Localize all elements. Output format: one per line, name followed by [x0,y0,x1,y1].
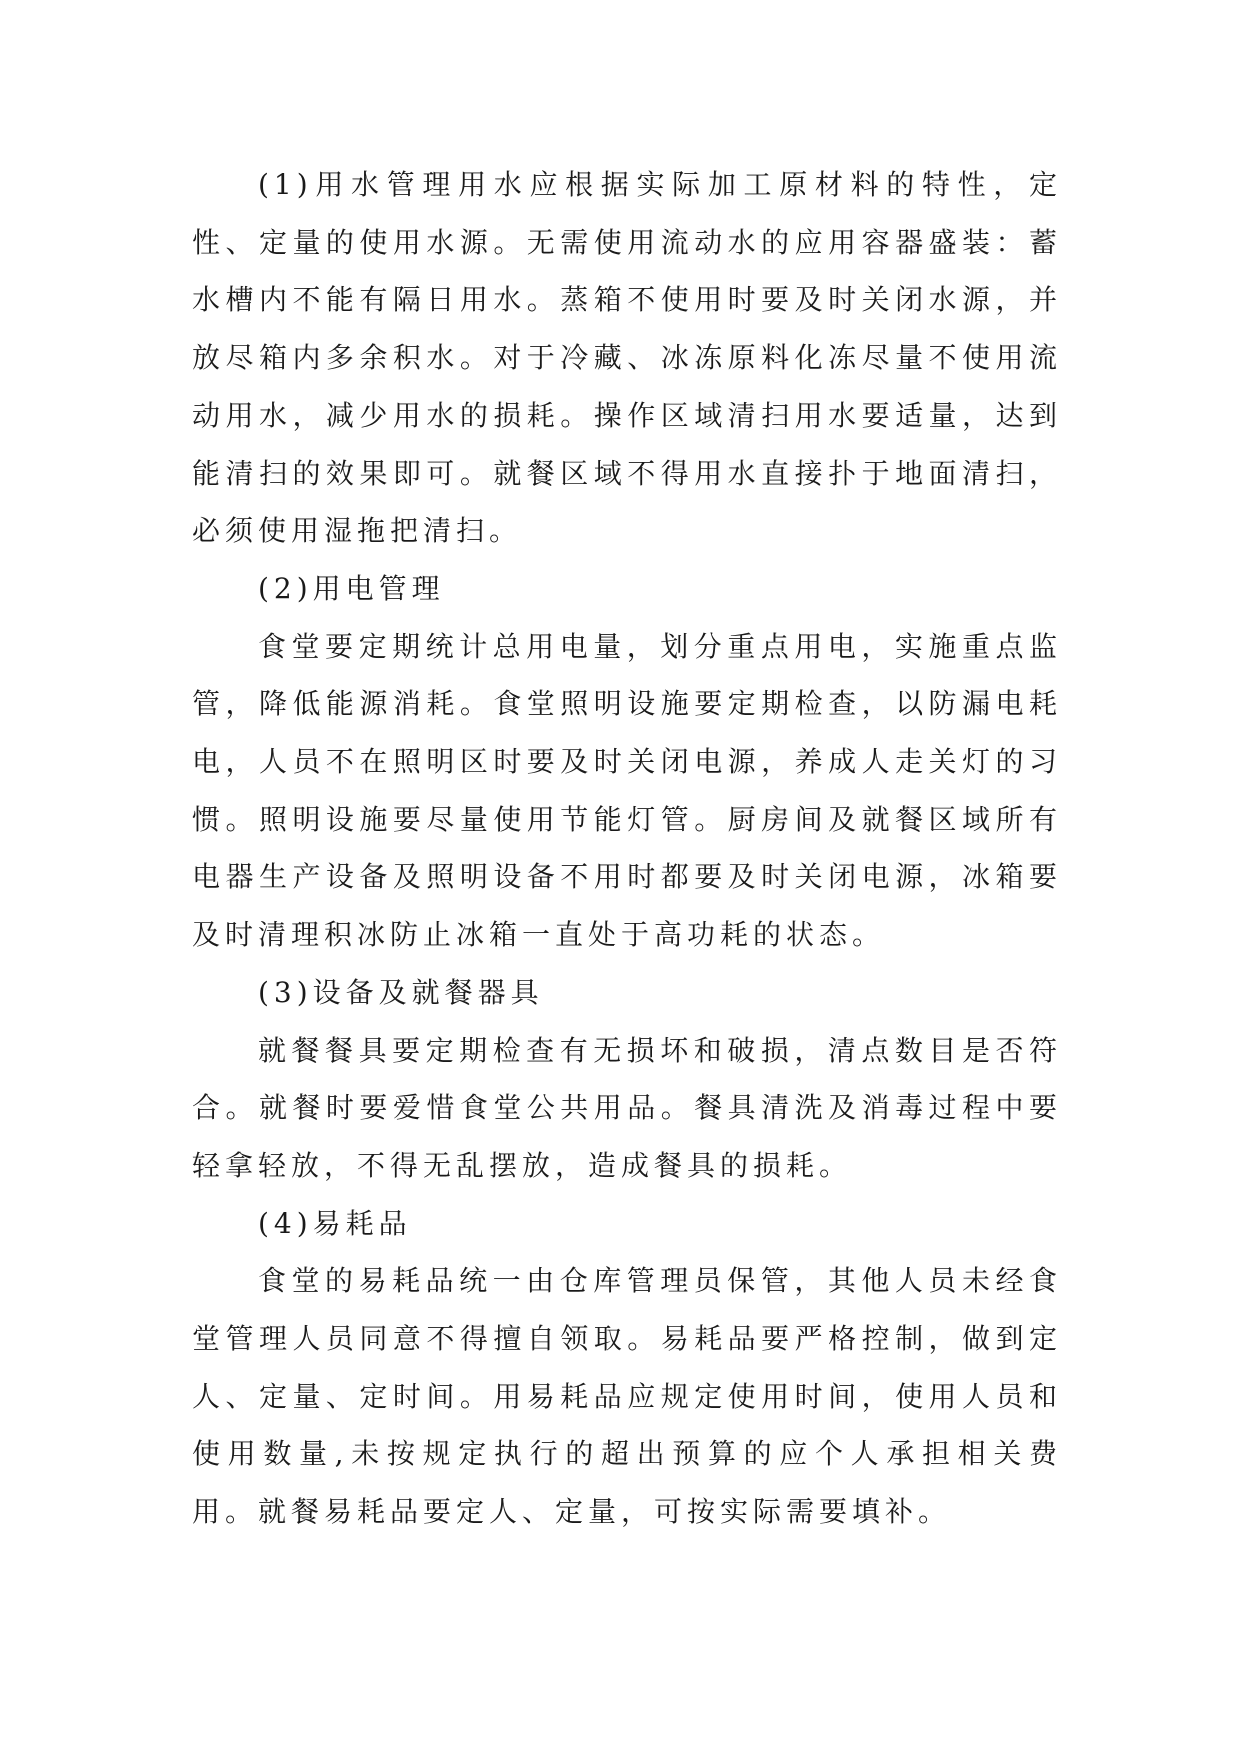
heading-electricity-management: (2)用电管理 [258,571,445,605]
document-body [192,156,1062,1541]
paragraph-equipment-utensils: 就餐餐具要定期检查有无损坏和破损，清点数目是否符合。就餐时要爱惜食堂公共用品。餐具清洗及消毒过程中要轻拿轻放，不得无乱摆放，造成餐具的损耗。 [192,1033,1062,1182]
heading-equipment-utensils: (3)设备及就餐器具 [258,975,544,1009]
paragraph-electricity-management: 食堂要定期统计总用电量，划分重点用电，实施重点监管，降低能源消耗。食堂照明设施要定期检查，以防漏电耗电，人员不在照明区时要及时关闭电源，养成人走关灯的习惯。照明设施要尽量使用节能灯管。厨房间及就餐区域所有电器生产设备及照明设备不用时都要及时关闭电源，冰箱要及时清理积冰防止冰箱一直处于高功耗的状态。 [192,629,1062,952]
paragraph-consumables: 食堂的易耗品统一由仓库管理员保管，其他人员未经食堂管理人员同意不得擅自领取。易耗品要严格控制，做到定人、定量、定时间。用易耗品应规定使用时间，使用人员和使用数量,未按规定执行的超出预算的应个人承担相关费用。就餐易耗品要定人、定量，可按实际需要填补。 [192,1264,1062,1529]
paragraph-water-management: (1)用水管理用水应根据实际加工原材料的特性，定性、定量的使用水源。无需使用流动水的应用容器盛装：蓄水槽内不能有隔日用水。蒸箱不使用时要及时关闭水源，并放尽箱内多余积水。对于冷藏、冰冻原料化冻尽量不使用流动用水，减少用水的损耗。操作区域清扫用水要适量，达到能清扫的效果即可。就餐区域不得用水直接扑于地面清扫，必须使用湿拖把清扫。 [192,168,1062,548]
heading-consumables: (4)易耗品 [258,1206,412,1240]
